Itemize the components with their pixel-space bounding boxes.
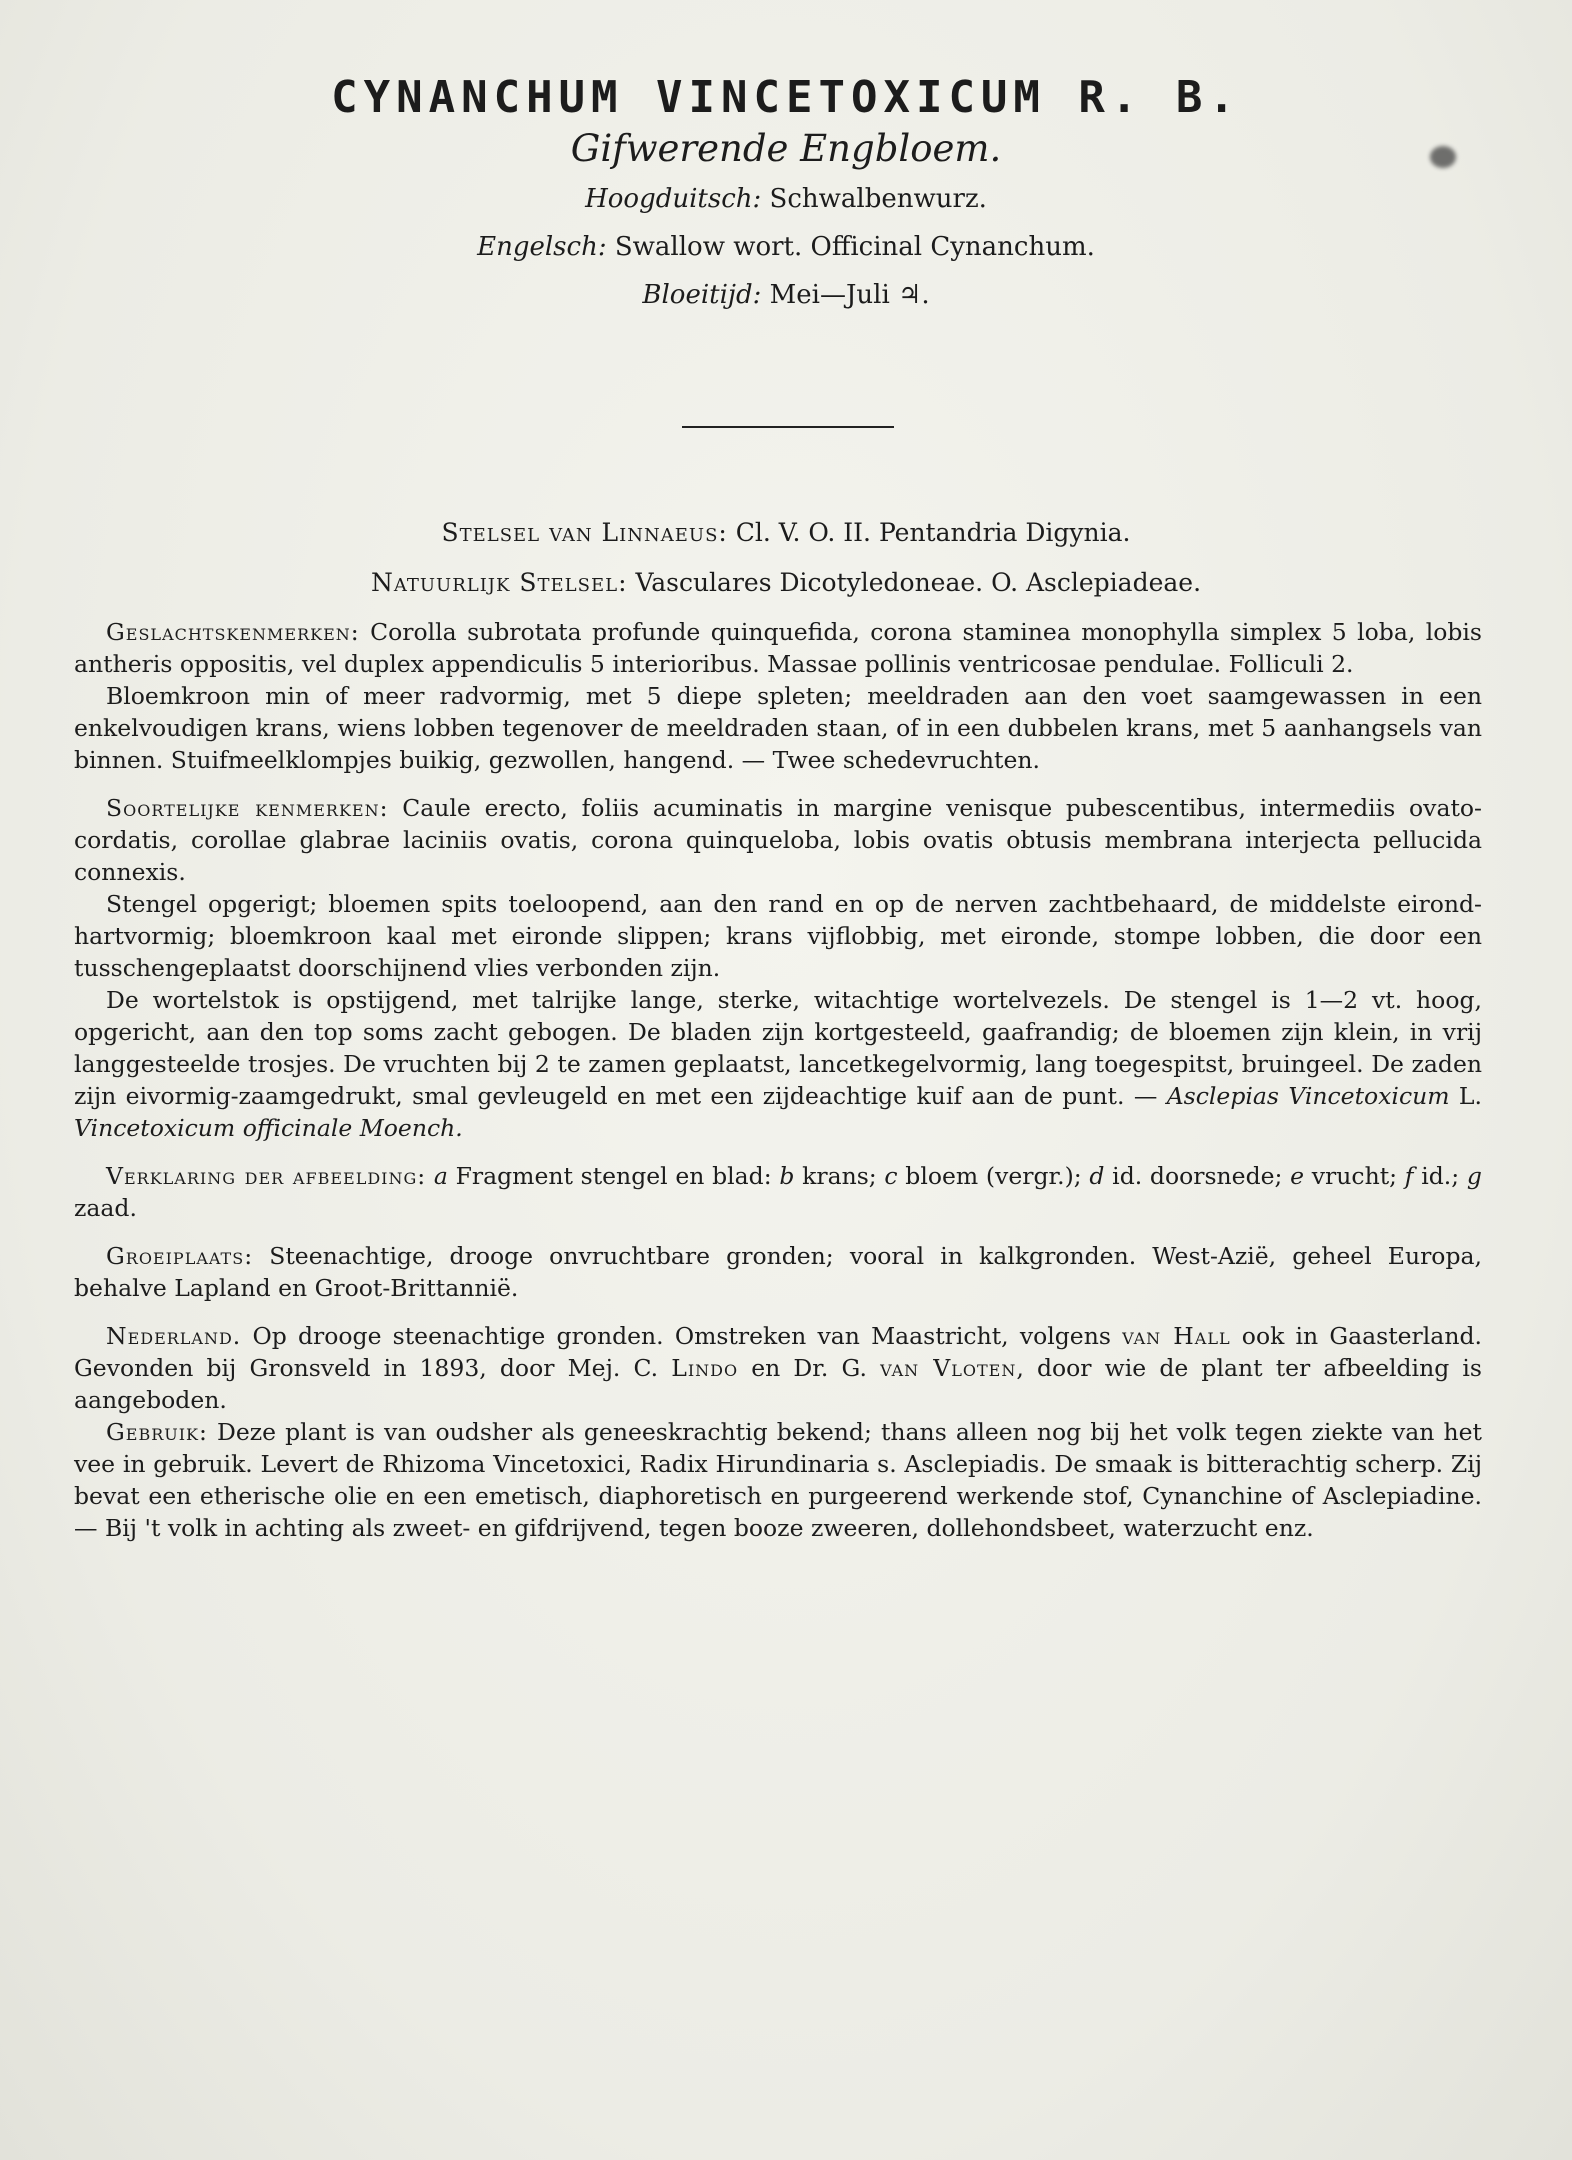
- description-text: De wortelstok is opstijgend, met talrijke lange, sterke, witachtige wortelvezels. De stengel is 1—2 vt. hoog, opgericht, aan den top soms zacht gebogen. De bladen zijn kortgesteeld, gaafrandig; de bloemen zijn klein, in vrij langgesteelde trosjes. De vruchten bij 2 te zamen geplaatst, lancetkegelvormig, lang toegespitst, bruingeel. De zaden zijn eivormig-zaamgedrukt, smal gevleugeld en met een zijdeachtige kuif aan de punt. —: [74, 986, 1482, 1110]
- english-label: Engelsch:: [477, 232, 607, 262]
- english-name-line: [0, 232, 1572, 262]
- body-text: [74, 616, 1482, 1544]
- plate-a-letter: a: [433, 1162, 448, 1190]
- netherlands-text-3: en Dr. G.: [751, 1354, 867, 1382]
- genus-latin-text: Corolla subrotata profunde quinquefida, corona staminea monophylla simplex 5 loba, lobis antheris oppositis, vel duplex appendiculis 5 interioribus. Massae pollinis ventricosae pendulae. Folliculi 2.: [74, 618, 1482, 678]
- plate-d-letter: d: [1089, 1162, 1105, 1190]
- habitat-paragraph: [74, 1240, 1482, 1304]
- divider-rule: [682, 426, 894, 428]
- netherlands-text-1: Op drooge steenachtige gronden. Omstreken van Maastricht, volgens: [252, 1322, 1111, 1350]
- plate-f-letter: f: [1404, 1162, 1414, 1190]
- bloom-label: Bloeitijd:: [642, 280, 762, 310]
- dutch-common-name: Gifwerende Engbloem.: [570, 127, 1002, 170]
- plate-e-text: vrucht;: [1311, 1162, 1398, 1190]
- plate-label: Verklaring der afbeelding:: [106, 1162, 427, 1190]
- netherlands-text-2: ook in Gaasterland. Gevonden bij Gronsveld in 1893, door Mej. C.: [74, 1322, 1482, 1382]
- species-title: CYNANCHUM VINCETOXICUM R. B.: [331, 72, 1241, 123]
- plate-c-letter: c: [884, 1162, 898, 1190]
- species-dutch-paragraph: Stengel opgerigt; bloemen spits toeloopend, aan den rand en op de nerven zachtbehaard, de middelste eirond-hartvormig; bloemkroon kaal met eironde slippen; krans vijflobbig, met eironde, stompe lobben, die door een tusschengeplaatst doorschijnend vlies verbonden zijn.: [74, 890, 1482, 982]
- species-label: Soortelijke kenmerken:: [106, 794, 389, 822]
- use-label: Gebruik:: [106, 1418, 208, 1446]
- bloom-time-line: [0, 280, 1572, 310]
- synonym-1-author: L.: [1458, 1082, 1482, 1110]
- plate-explanation-paragraph: [74, 1160, 1482, 1224]
- plate-b-letter: b: [779, 1162, 795, 1190]
- plate-f-text: id.;: [1421, 1162, 1460, 1190]
- genus-label: Geslachtskenmerken:: [106, 618, 360, 646]
- plate-b-text: krans;: [802, 1162, 877, 1190]
- natural-system-value: Vasculares Dicotyledoneae. O. Asclepiadeae.: [635, 568, 1202, 597]
- synonym-1: Asclepias Vincetoxicum: [1166, 1082, 1450, 1110]
- plate-g-text: zaad.: [74, 1194, 137, 1222]
- german-label: Hoogduitsch:: [585, 184, 762, 214]
- linnaeus-label: Stelsel van Linnaeus:: [441, 518, 728, 547]
- linnaeus-value: Cl. V. O. II. Pentandria Digynia.: [735, 518, 1131, 547]
- genus-latin-paragraph: [74, 616, 1482, 680]
- synonym-2: Vincetoxicum officinale Moench.: [74, 1114, 463, 1142]
- natural-system-line: [0, 568, 1572, 597]
- netherlands-paragraph: [74, 1320, 1482, 1416]
- english-value: Swallow wort. Officinal Cynanchum.: [614, 232, 1095, 262]
- use-paragraph: [74, 1416, 1482, 1544]
- linnaeus-line: [0, 518, 1572, 547]
- natural-system-label: Natuurlijk Stelsel:: [370, 568, 628, 597]
- netherlands-name-3: van Vloten: [880, 1354, 1017, 1382]
- header: [0, 72, 1572, 328]
- netherlands-text-4: , door wie de plant ter afbeelding is aangeboden.: [74, 1354, 1482, 1414]
- use-text: Deze plant is van oudsher als geneeskrachtig bekend; thans alleen nog bij het volk tegen ziekte van het vee in gebruik. Levert de Rhizoma Vincetoxici, Radix Hirundinaria s. Asclepiadis. De smaak is bitterachtig scherp. Zij bevat een etherische olie en een emetisch, diaphoretisch en purgeerend werkende stof, Cynanchine of Asclepiadine. — Bij 't volk in achting als zweet- en gifdrijvend, tegen booze zweeren, dollehondsbeet, waterzucht enz.: [74, 1418, 1482, 1542]
- plate-d-text: id. doorsnede;: [1112, 1162, 1283, 1190]
- habitat-text: Steenachtige, drooge onvruchtbare gronden; vooral in kalkgronden. West-Azië, geheel Europa, behalve Lapland en Groot-Brittannië.: [74, 1242, 1482, 1302]
- netherlands-name-2: Lindo: [671, 1354, 739, 1382]
- description-paragraph: [74, 984, 1482, 1144]
- species-latin-text: Caule erecto, foliis acuminatis in margine venisque pubescentibus, intermediis ovato-cordatis, corollae glabrae laciniis ovatis, corona quinqueloba, lobis ovatis obtusis membrana interjecta pellucida connexis.: [74, 794, 1482, 886]
- species-latin-paragraph: [74, 792, 1482, 888]
- netherlands-label: Nederland.: [106, 1322, 242, 1350]
- plate-c-text: bloem (vergr.);: [905, 1162, 1082, 1190]
- netherlands-name-1: van Hall: [1122, 1322, 1231, 1350]
- habitat-label: Groeiplaats:: [106, 1242, 254, 1270]
- plate-e-letter: e: [1290, 1162, 1305, 1190]
- bloom-value: Mei—Juli ♃.: [769, 280, 930, 310]
- german-value: Schwalbenwurz.: [769, 184, 987, 214]
- german-name-line: [0, 184, 1572, 214]
- plate-a-text: Fragment stengel en blad:: [455, 1162, 772, 1190]
- plate-g-letter: g: [1466, 1162, 1482, 1190]
- genus-dutch-paragraph: Bloemkroon min of meer radvormig, met 5 diepe spleten; meeldraden aan den voet saamgewassen in een enkelvoudigen krans, wiens lobben tegenover de meeldraden staan, of in een dubbelen krans, met 5 aanhangsels van binnen. Stuifmeelklompjes buikig, gezwollen, hangend. — Twee schedevruchten.: [74, 682, 1482, 774]
